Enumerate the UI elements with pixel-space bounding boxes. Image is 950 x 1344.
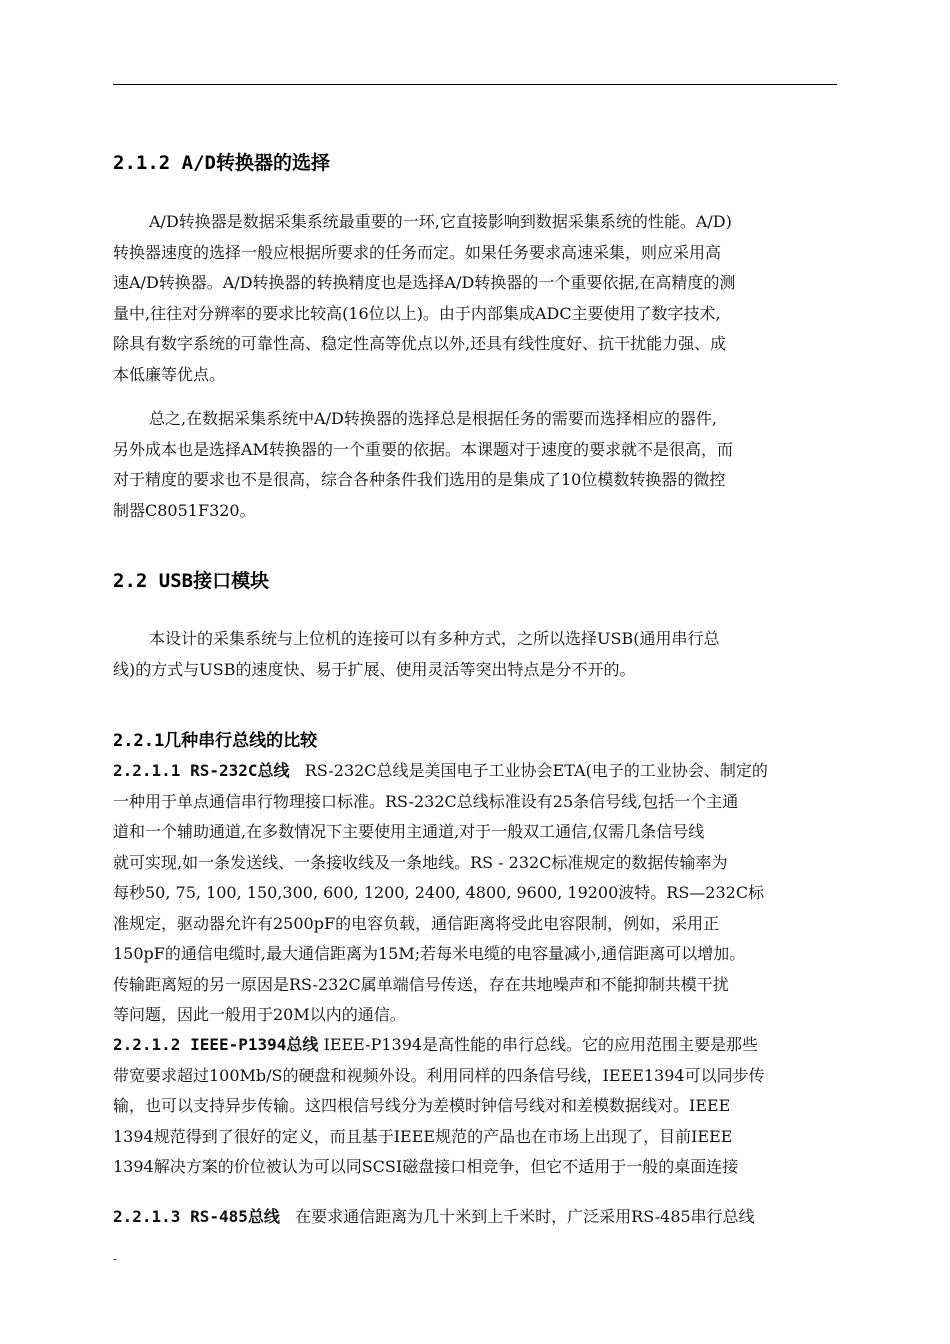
text-line: 总之,在数据采集系统中A/D转换器的选择总是根据任务的需要而选择相应的器件, bbox=[149, 409, 717, 428]
heading-2-1-2: 2.1.2 A/D转换器的选择 bbox=[113, 152, 330, 174]
text-line: 每秒50, 75, 100, 150,300, 600, 1200, 2400, 4800, 9600, 19200波特。RS—232C标 bbox=[113, 883, 765, 902]
text-line: 在要求通信距离为几十米到上千米时，广泛采用RS-485串行总线 bbox=[295, 1207, 755, 1226]
text-line: IEEE-P1394是高性能的串行总线。它的应用范围主要是那些 bbox=[323, 1035, 759, 1054]
text-line: 150pF的通信电缆时,最大通信距离为15M;若每米电缆的电容量减小,通信距离可以增加。 bbox=[113, 944, 746, 963]
text-line: A/D转换器是数据采集系统最重要的一环,它直接影响到数据采集系统的性能。A/D) bbox=[149, 212, 732, 231]
text-line: 一种用于单点通信串行物理接口标准。RS-232C总线标准设有25条信号线,包括一个主通 bbox=[113, 791, 739, 811]
paragraph-rs485 bbox=[113, 1202, 853, 1233]
heading-2-2: 2.2 USB接口模块 bbox=[113, 570, 270, 592]
text-line: 道和一个辅助通道,在多数情况下主要使用主通道,对于一般双工通信,仅需几条信号线 bbox=[113, 822, 705, 841]
text-line: 制器C8051F320。 bbox=[113, 500, 256, 520]
text-line: 对于精度的要求也不是很高，综合各种条件我们选用的是集成了10位模数转换器的微控 bbox=[113, 470, 726, 489]
text-line: 另外成本也是选择AM转换器的一个重要的依据。本课题对于速度的要求就不是很高，而 bbox=[113, 439, 733, 459]
text-line: 传输距离短的另一原因是RS-232C属单端信号传送，存在共地噪声和不能抑制共模干扰 bbox=[113, 974, 729, 994]
text-line: 等问题，因此一般用于20M以内的通信。 bbox=[113, 1005, 406, 1024]
text-line: 除具有数字系统的可靠性高、稳定性高等优点以外,还具有线性度好、抗干扰能力强、成 bbox=[113, 334, 727, 353]
page-footer-mark: - bbox=[113, 1252, 118, 1266]
text-line: 输，也可以支持异步传输。这四根信号线分为差模时钟信号线对和差模数据线对。IEEE bbox=[113, 1096, 731, 1115]
subsection-label-rs232: 2.2.1.1 RS-232C总线 bbox=[113, 761, 290, 780]
text-line: 量中,往往对分辨率的要求比较高(16位以上)。由于内部集成ADC主要使用了数字技术, bbox=[113, 303, 721, 323]
paragraph-usb-intro bbox=[113, 624, 853, 685]
text-line: 准规定，驱动器允许有2500pF的电容负载，通信距离将受此电容限制，例如，采用正 bbox=[113, 913, 720, 933]
subsection-label-ieee1394: 2.2.1.2 IEEE-P1394总线 bbox=[113, 1035, 319, 1054]
text-line: 本低廉等优点。 bbox=[113, 364, 226, 384]
paragraph-adc-intro bbox=[113, 207, 853, 390]
text-line: 转换器速度的选择一般应根据所要求的任务而定。如果任务要求高速采集，则应采用高 bbox=[113, 242, 722, 262]
text-line: 就可实现,如一条发送线、一条接收线及一条地线。RS - 232C标准规定的数据传输率为 bbox=[113, 852, 728, 872]
paragraph-rs232 bbox=[113, 756, 853, 1031]
subsection-label-rs485: 2.2.1.3 RS-485总线 bbox=[113, 1207, 280, 1226]
text-line: RS-232C总线是美国电子工业协会ETA(电子的工业协会、制定的 bbox=[304, 761, 768, 780]
header-rule bbox=[113, 84, 837, 85]
paragraph-ieee1394 bbox=[113, 1030, 853, 1183]
text-line: 1394解决方案的价位被认为可以同SCSI磁盘接口相竞争，但它不适用于一般的桌面连接 bbox=[113, 1157, 739, 1176]
heading-2-2-1: 2.2.1几种串行总线的比较 bbox=[113, 731, 318, 751]
text-line: 本设计的采集系统与上位机的连接可以有多种方式，之所以选择USB(通用串行总 bbox=[149, 629, 720, 648]
text-line: 线)的方式与USB的速度快、易于扩展、使用灵活等突出特点是分不开的。 bbox=[113, 659, 636, 679]
text-line: 带宽要求超过100Mb/S的硬盘和视频外设。利用同样的四条信号线，IEEE1394可以同步传 bbox=[113, 1065, 765, 1085]
text-line: 1394规范得到了很好的定义，而且基于IEEE规范的产品也在市场上出现了，目前IEEE bbox=[113, 1126, 733, 1146]
text-line: 速A/D转换器。A/D转换器的转换精度也是选择A/D转换器的一个重要依据,在高精度的测 bbox=[113, 273, 736, 292]
paragraph-adc-summary bbox=[113, 404, 853, 526]
